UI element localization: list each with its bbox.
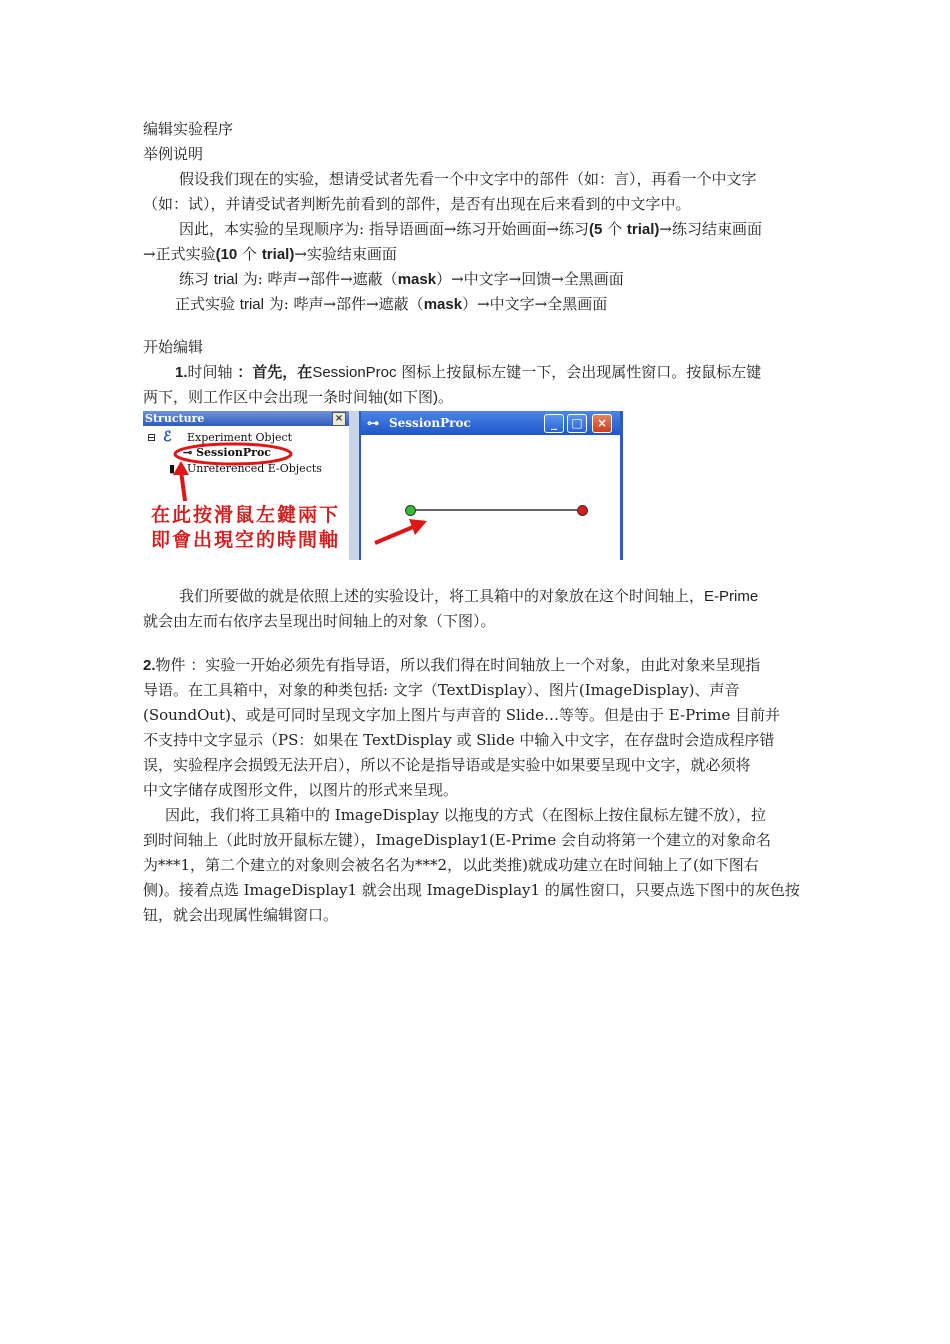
heading-start-editing: 开始编辑 bbox=[143, 338, 204, 356]
structure-close-button[interactable]: × bbox=[332, 412, 346, 426]
maximize-button[interactable]: □ bbox=[567, 414, 587, 433]
arrow-up-head bbox=[173, 461, 189, 475]
practice-text: ）→中文字→回馈→全黑画面 bbox=[436, 270, 624, 288]
step1-text: ：首先，在 bbox=[237, 364, 313, 381]
arrow-up-line bbox=[181, 471, 185, 501]
para2-bold: trial) bbox=[626, 221, 660, 238]
formal-text: ）→中文字→全黑画面 bbox=[462, 295, 608, 313]
formal-trial-word: trial bbox=[239, 296, 264, 313]
para2-text: →实验结束画面 bbox=[294, 245, 397, 263]
structure-title: Structure bbox=[145, 412, 205, 425]
close-button[interactable]: × bbox=[592, 414, 612, 433]
heading-edit-program: 编辑实验程序 bbox=[143, 120, 234, 138]
formal-text: 正式实验 bbox=[175, 295, 240, 313]
tree-item-unreferenced[interactable]: Unreferenced E-Objects bbox=[187, 462, 322, 475]
practice-mask: mask bbox=[397, 271, 437, 288]
para4-line5: 钮，就会出现属性编辑窗口。 bbox=[143, 906, 339, 924]
minimize-button[interactable]: _ bbox=[544, 414, 564, 433]
step1-number: 1. bbox=[175, 364, 188, 381]
step2-line5: 误，实验程序会损毁无法开启），所以不论是指导语或是实验中如果要呈现中文字，就必须将 bbox=[143, 756, 751, 774]
para3-text: 我们所要做的就是依照上述的实验设计，将工具箱中的对象放在这个时间轴上， bbox=[179, 587, 705, 605]
timeline-end-dot[interactable] bbox=[577, 505, 588, 516]
para2-line2 bbox=[143, 242, 397, 267]
tree-expand-icon[interactable]: ⊟ bbox=[147, 431, 157, 444]
formal-mask: mask bbox=[423, 296, 463, 313]
para2-text: 因此，本实验的呈现顺序为: 指导语画面→练习开始画面→练习 bbox=[179, 220, 589, 238]
para4-line2: 到时间轴上（此时放开鼠标左键），ImageDisplay1(E-Prime 会自动将第一个建立的对象命名 bbox=[143, 831, 772, 849]
para1-line2: （如：试），并请受试者判断先前看到的部件，是否有出现在后来看到的中文字中。 bbox=[143, 195, 691, 213]
panel-separator bbox=[349, 411, 359, 560]
timeline-icon: ⊸ bbox=[183, 446, 193, 459]
step1-line1 bbox=[175, 360, 761, 385]
tree-item-experiment[interactable]: Experiment Object bbox=[187, 431, 293, 444]
step2-line3: (SoundOut)、或是可同时呈现文字加上图片与声音的 Slide…等等。但是由于 E-Prime 目前并 bbox=[143, 706, 781, 724]
para2-line1 bbox=[179, 217, 762, 242]
timeline-area bbox=[361, 435, 620, 560]
practice-text: 为: 哔声→部件→遮蔽（ bbox=[237, 270, 398, 288]
formal-text: 为: 哔声→部件→遮蔽（ bbox=[263, 295, 424, 313]
step2-line2: 导语。在工具箱中，对象的种类包括: 文字（TextDisplay）、图片(ImageDisplay)、声音 bbox=[143, 681, 740, 699]
step1-text: 时间轴 bbox=[187, 363, 238, 381]
para3-eprime: E-Prime bbox=[704, 588, 759, 605]
step2-line4: 不支持中文字显示（PS：如果在 TextDisplay 或 Slide 中输入中文字，在存盘时会造成程序错 bbox=[143, 731, 775, 749]
heading-example: 举例说明 bbox=[143, 145, 204, 163]
formal-trial-line bbox=[175, 292, 607, 317]
para2-bold: (10 bbox=[215, 246, 238, 263]
timeline-icon: ⊶ bbox=[367, 416, 379, 430]
para2-text: 个 bbox=[602, 220, 627, 238]
step1-text: 两下，则工作区中会出现一条时间轴 bbox=[143, 388, 384, 406]
para3-line2: 就会由左而右依序去呈现出时间轴上的对象（下图）。 bbox=[143, 612, 496, 630]
annotation-caption-line1: 在此按滑鼠左鍵兩下 bbox=[151, 504, 341, 526]
step2-line6: 中文字储存成图形文件，以图片的形式来呈现。 bbox=[143, 781, 459, 799]
para1-line1: 假设我们现在的实验，想请受试者先看一个中文字中的部件（如：言），再看一个中文字 bbox=[179, 170, 757, 188]
para2-bold: trial) bbox=[261, 246, 295, 263]
step2-number: 2. bbox=[143, 657, 156, 674]
eprime-screenshot bbox=[143, 411, 623, 560]
step1-text: 图标上按鼠标左键一下，会出现属性窗口。按鼠标左键 bbox=[396, 363, 762, 381]
practice-trial-word: trial bbox=[213, 271, 238, 288]
timeline-start-dot[interactable] bbox=[405, 505, 416, 516]
para3-line1 bbox=[179, 584, 758, 609]
sessionproc-titlebar bbox=[361, 411, 620, 435]
step2-line1 bbox=[143, 653, 760, 678]
step1-text: (如下图)。 bbox=[383, 389, 454, 406]
highlight-ellipse bbox=[175, 444, 291, 464]
unreferenced-icon: ▮ bbox=[169, 462, 176, 475]
para2-text: 个 bbox=[237, 245, 262, 263]
step1-line2 bbox=[143, 385, 453, 410]
window-title: SessionProc bbox=[389, 416, 471, 430]
para4-line3: 为***1，第二个建立的对象则会被名名为***2，以此类推)就成功建立在时间轴上了(如下图右 bbox=[143, 856, 759, 874]
para2-text: →正式实验 bbox=[143, 245, 216, 263]
para4-line1: 因此，我们将工具箱中的 ImageDisplay 以拖曳的方式（在图标上按住鼠标左键不放），拉 bbox=[165, 806, 766, 824]
tree-sessionproc-label: SessionProc bbox=[196, 446, 272, 459]
para2-bold: (5 bbox=[588, 221, 603, 238]
sessionproc-window bbox=[359, 411, 623, 560]
annotation-caption-line2: 即會出現空的時間軸 bbox=[151, 529, 341, 551]
experiment-icon: ℰ bbox=[163, 429, 172, 445]
practice-trial-line bbox=[179, 267, 624, 292]
para2-text: →练习结束画面 bbox=[659, 220, 762, 238]
para4-line4: 侧)。接着点选 ImageDisplay1 就会出现 ImageDisplay1 的属性窗口，只要点选下图中的灰色按 bbox=[143, 881, 800, 899]
step2-text: 物件 ：实验一开始必须先有指导语，所以我们得在时间轴放上一个对象，由此对象来呈现指 bbox=[155, 656, 761, 674]
practice-text: 练习 bbox=[179, 270, 214, 288]
step1-sessionproc: SessionProc bbox=[312, 364, 397, 381]
